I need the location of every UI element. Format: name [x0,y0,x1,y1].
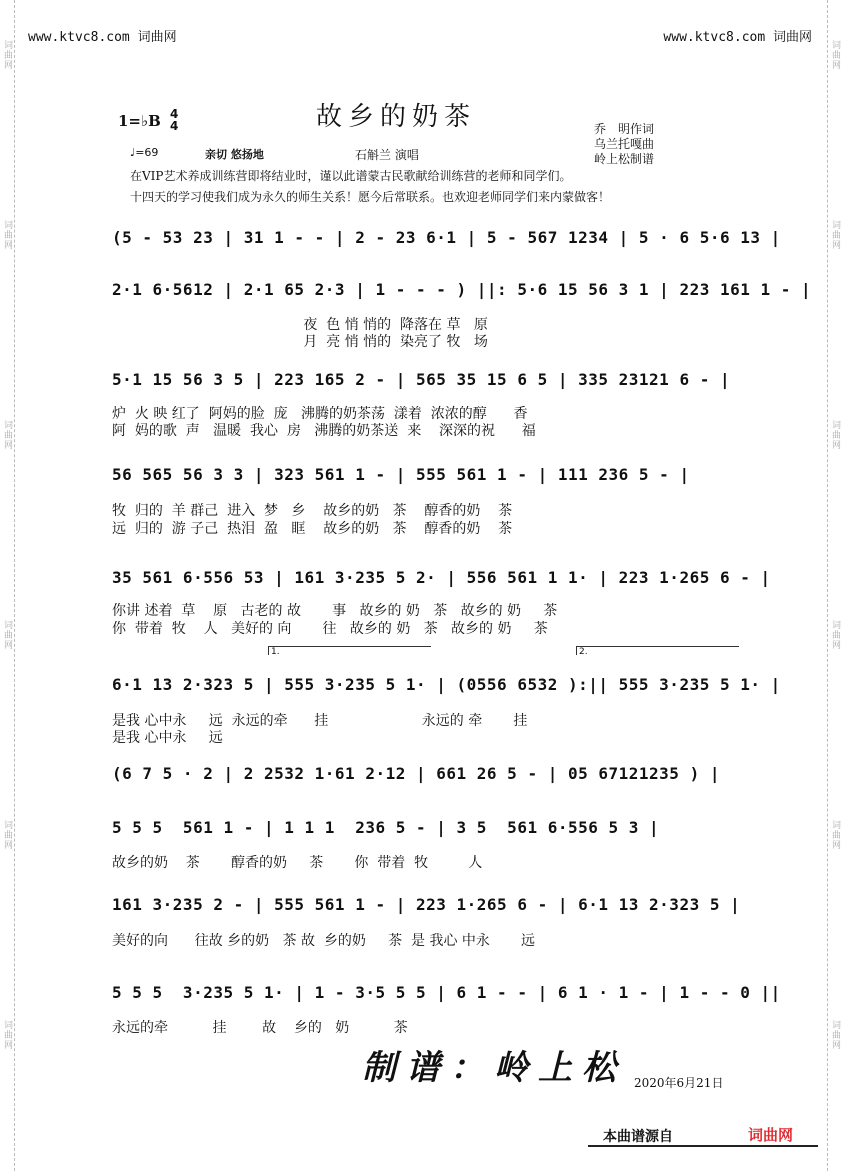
score-line-9: 161 3·235 2 - | 555 561 1 - | 223 1·265 6 - | 6·1 13 2·323 5 | [112,895,741,914]
score-line-7: (6 7 5 · 2 | 2 2532 1·61 2·12 | 661 26 5 - | 05 67121235 ) | [112,764,720,783]
site-url-right[interactable]: www.ktvc8.com 词曲网 [663,30,812,45]
side-watermark: 词曲网 [830,620,840,650]
lyrics-line-6-verse-2: 是我 心中永 远 [112,730,223,746]
footer-divider [588,1145,818,1147]
side-watermark: 词曲网 [830,820,840,850]
score-line-2: 2·1 6·5612 | 2·1 65 2·3 | 1 - - - ) ||: 5·6 15 56 3 1 | 223 161 1 - | [112,280,812,299]
score-line-4: 56 565 56 3 3 | 323 561 1 - | 555 561 1 - | 111 236 5 - | [112,465,690,484]
lyrics-line-6-verse-1: 是我 心中永 远 永远的牵 挂 永远的 牵 挂 [112,713,528,729]
lyricist-credit: 乔 明作词 [594,122,655,136]
dedication-line-1: 在VIP艺术养成训练营即将结业时，谨以此谱蒙古民歌献给训练营的老师和同学们。 [130,169,572,183]
side-watermark: 词曲网 [830,420,840,450]
lyrics-line-2-verse-1: 夜 色 悄 悄的 降落在 草 原 [112,317,488,333]
time-signature-bottom: 4 [170,119,179,133]
side-watermark: 词曲网 [2,620,12,650]
side-watermark: 词曲网 [2,420,12,450]
lyrics-line-5-verse-1: 你讲 述着 草 原 古老的 故 事 故乡的 奶 茶 故乡的 奶 茶 [112,603,558,619]
score-line-3: 5·1 15 56 3 5 | 223 165 2 - | 565 35 15 6 5 | 335 23121 6 - | [112,370,731,389]
lyrics-line-8: 故乡的奶 茶 醇香的奶 茶 你 带着 牧 人 [112,855,483,871]
lyrics-line-9: 美好的向 往故 乡的奶 茶 故 乡的奶 茶 是 我心 中永 远 [112,933,536,949]
lyrics-line-4-verse-1: 牧 归的 羊 群己 进入 梦 乡 故乡的奶 茶 醇香的奶 茶 [112,503,513,519]
left-page-border [0,0,15,1171]
song-title: 故乡的奶茶 [316,102,477,132]
dedication-line-2: 十四天的学习使我们成为永久的师生关系！愿今后常联系。也欢迎老师同学们来内蒙做客！ [130,190,611,204]
lyrics-line-4-verse-2: 远 归的 游 子己 热泪 盈 眶 故乡的奶 茶 醇香的奶 茶 [112,521,513,537]
score-line-1: (5 - 53 23 | 31 1 - - | 2 - 23 6·1 | 5 - 567 1234 | 5 · 6 5·6 13 | [112,228,781,247]
lyrics-line-5-verse-2: 你 带着 牧 人 美好的 向 往 故乡的 奶 茶 故乡的 奶 茶 [112,621,548,637]
transcription-date: 2020年6月21日 [634,1076,724,1090]
side-watermark: 词曲网 [830,40,840,70]
site-url-left[interactable]: www.ktvc8.com 词曲网 [28,30,177,45]
side-watermark: 词曲网 [2,220,12,250]
time-signature-top: 4 [170,107,179,121]
score-line-6: 6·1 13 2·323 5 | 555 3·235 5 1· | (0556 6532 ):|| 555 3·235 5 1· | [112,675,781,694]
transcriber-signature: 制谱：岭上松 [362,1048,626,1088]
tempo-marking: ♩=69 [130,146,159,159]
score-line-8: 5 5 5 561 1 - | 1 1 1 236 5 - | 3 5 561 6·556 5 3 | [112,818,660,837]
lyrics-line-10: 永远的牵 挂 故 乡的 奶 茶 [112,1020,408,1036]
second-ending-bracket: 2. [576,646,739,655]
score-line-10: 5 5 5 3·235 5 1· | 1 - 3·5 5 5 | 6 1 - - | 6 1 · 1 - | 1 - - 0 || [112,983,781,1002]
first-ending-bracket: 1. [268,646,431,655]
source-label: 本曲谱源自 [603,1129,673,1145]
transcriber-credit: 岭上松制谱 [594,152,655,166]
brand-logo-text[interactable]: 词曲网 [748,1126,794,1144]
lyrics-line-2-verse-2: 月 亮 悄 悄的 染亮了 牧 场 [112,334,488,350]
side-watermark: 词曲网 [2,40,12,70]
lyrics-line-3-verse-2: 阿 妈的歌 声 温暖 我心 房 沸腾的奶茶送 来 深深的祝 福 [112,423,536,439]
side-watermark: 词曲网 [830,220,840,250]
lyrics-line-3-verse-1: 炉 火 映 红了 阿妈的脸 庞 沸腾的奶茶荡 漾着 浓浓的醇 香 [112,406,528,422]
expression-marking: 亲切 悠扬地 [205,148,264,161]
side-watermark: 词曲网 [2,1020,12,1050]
side-watermark: 词曲网 [830,1020,840,1050]
side-watermark: 词曲网 [2,820,12,850]
right-page-border [827,0,842,1171]
composer-credit: 乌兰托嘎曲 [594,137,655,151]
time-signature [170,108,178,132]
score-line-5: 35 561 6·556 53 | 161 3·235 5 2· | 556 561 1 1· | 223 1·265 6 - | [112,568,771,587]
singer-credit: 石斛兰 演唱 [355,148,419,162]
key-signature: 1=♭B [118,112,161,130]
